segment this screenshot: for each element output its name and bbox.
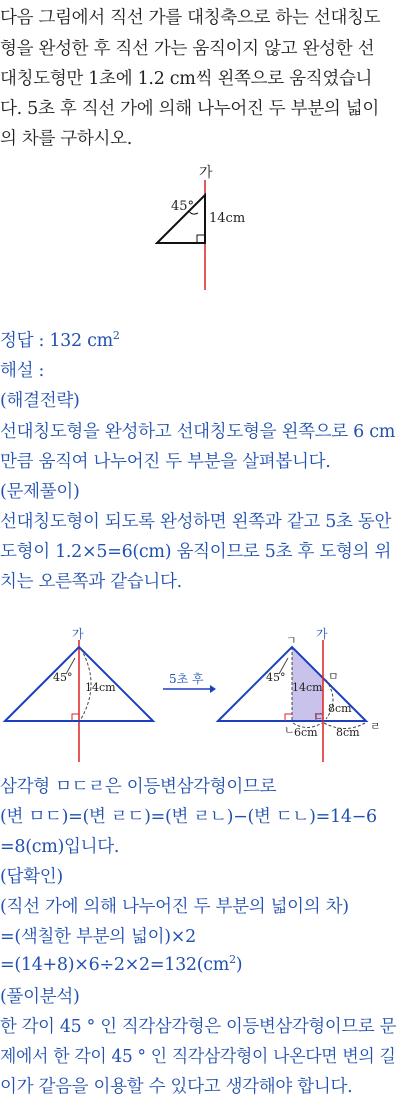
answer-sup: 2 [112,329,120,343]
move-arrow-head [210,685,216,693]
problem-line-1: 다음 그림에서 직선 가를 대칭축으로 하는 선대칭도 [0,8,381,28]
problem-line-4: 다. 5초 후 직선 가에 의해 나누어진 두 부분의 넓이 [0,99,379,119]
solve-line-2: 도형이 1.2×5=6(cm) 움직이므로 5초 후 도형의 위 [0,542,392,562]
explain-label: 해설 : [0,361,45,381]
strategy-line-2: 만큼 움직여 나누어진 두 부분을 살펴봅니다. [0,452,331,472]
problem-line-2: 형을 완성한 후 직선 가는 움직이지 않고 완성한 선 [0,39,375,59]
check-last-tail: ) [235,954,243,975]
strategy-label: (해결전략) [0,391,80,411]
problem-line-5: 의 차를 구하시오. [0,129,133,149]
line-label: 가 [199,165,213,181]
point-giyeok: ㄱ [286,634,297,647]
calc-line-3: =8(cm)입니다. [0,837,120,857]
right-angle-mark [197,235,205,243]
left-right-angle-mark [72,714,79,721]
right-angle-mark-a [285,714,292,721]
check-label: (답확인) [0,867,63,887]
check-last-sup: 2 [229,953,236,966]
point-digeut: ㄷ [313,710,324,723]
calc-line-1: 삼각형 ㅁㄷㄹ은 이등변삼각형이므로 [0,777,277,797]
length-label: 14cm [209,211,246,226]
left-line-label: 가 [72,627,84,641]
left-length-label: 14cm [85,681,116,694]
point-nieun: ㄴ [284,724,295,737]
point-rieul: ㄹ [370,720,381,733]
len-mieum-digeut: 8cm [328,702,352,715]
len-nieun-digeut: 6cm [294,726,318,739]
answer-text: 정답 : 132 cm [0,331,113,351]
strategy-line-1: 선대칭도형을 완성하고 선대칭도형을 왼쪽으로 6 cm [0,422,396,442]
angle-label: 45° [171,199,195,214]
analysis-label: (풀이분석) [0,987,80,1007]
solve-line-1: 선대칭도형이 되도록 완성하면 왼쪽과 같고 5초 동안 [0,512,392,532]
check-line-2: =(색칠한 부분의 넓이)×2 [0,927,196,947]
check-line-1: (직선 가에 의해 나누어진 두 부분의 넓이의 차) [0,897,349,917]
arrow-label: 5초 후 [169,672,204,686]
left-angle-label: 45° [53,671,73,684]
len-digeut-rieul: 8cm [336,726,360,739]
problem-figure [0,158,400,298]
answer-line [0,327,120,352]
analysis-line-1: 한 각이 45 ° 인 직각삼각형은 이등변삼각형이므로 문 [0,1017,397,1037]
point-mieum: ㅁ [328,670,339,683]
calc-line-2: (변 ㅁㄷ)=(변 ㄹㄷ)=(변 ㄹㄴ)−(변 ㄷㄴ)=14−6 [0,807,377,827]
solve-line-3: 치는 오른쪽과 같습니다. [0,572,182,592]
right-line-label: 가 [316,627,328,641]
analysis-line-2: 제에서 한 각이 45 ° 인 직각삼각형이 나온다면 변의 길 [0,1047,396,1067]
solution-figure [0,622,400,772]
check-line-3 [0,953,242,975]
problem-line-3: 대칭도형만 1초에 1.2 cm씩 왼쪽으로 움직였습니 [0,69,373,89]
check-last-text: =(14+8)×6÷2×2=132(cm [0,954,230,975]
solve-label: (문제풀이) [0,482,80,502]
right-length-label: 14cm [292,681,323,694]
analysis-line-3: 이가 같음을 이용할 수 있다고 생각해야 합니다. [0,1077,353,1097]
right-angle-label: 45° [266,671,286,684]
